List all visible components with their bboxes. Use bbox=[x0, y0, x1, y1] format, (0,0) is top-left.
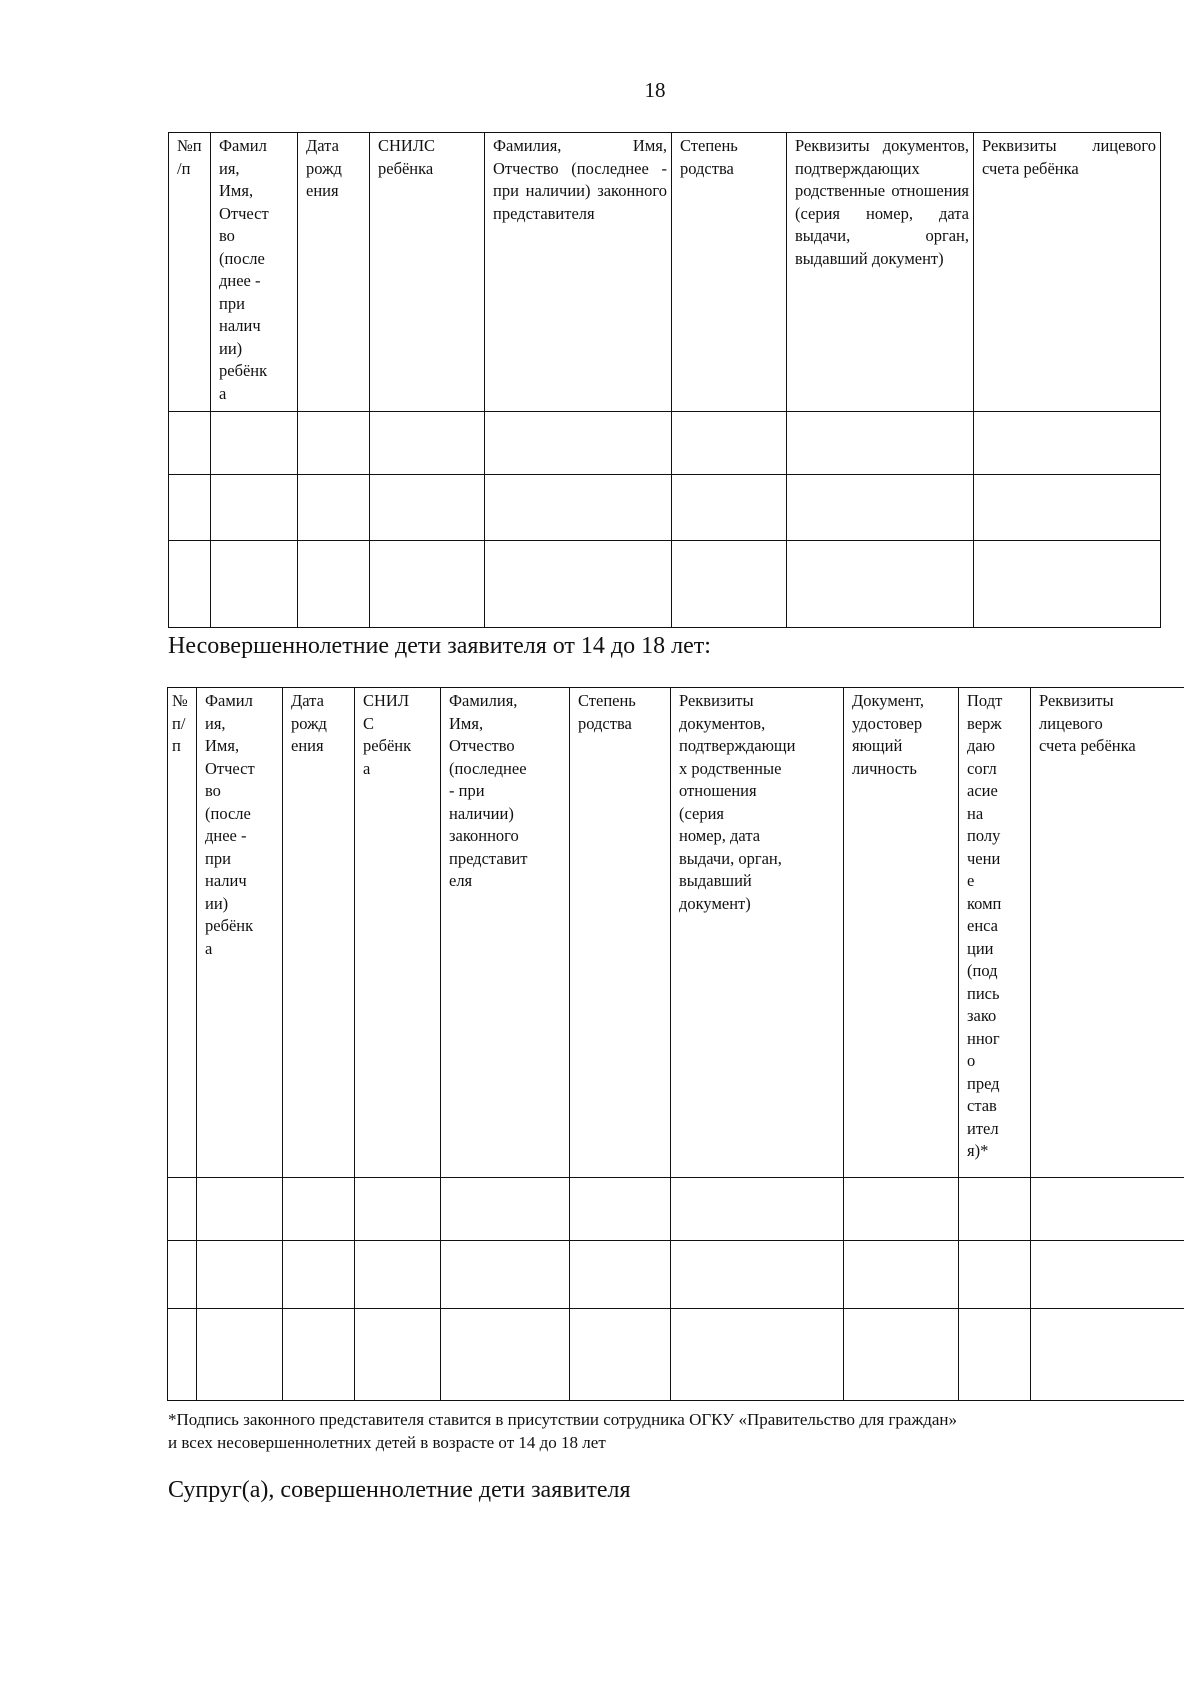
header-cell-consent: Подт верж даю согл асие на полу чени е комп енса ции (под пись зако нног о пред став ител я)* bbox=[959, 688, 1031, 1178]
table-cell[interactable] bbox=[974, 541, 1161, 628]
table-cell[interactable] bbox=[283, 1309, 355, 1401]
header-cell-snils: СНИЛС ребёнка bbox=[370, 133, 485, 412]
header-cell-relationship: Степень родства bbox=[570, 688, 671, 1178]
table-cell[interactable] bbox=[1031, 1241, 1184, 1309]
table-cell[interactable] bbox=[168, 1241, 197, 1309]
table-cell[interactable] bbox=[355, 1178, 441, 1241]
table-cell[interactable] bbox=[485, 475, 672, 541]
header-cell-representative: Фамилия, Имя, Отчество (последнее - при наличии) законного представителя bbox=[485, 133, 672, 412]
table-cell[interactable] bbox=[570, 1241, 671, 1309]
header-cell-relationship: Степень родства bbox=[672, 133, 787, 412]
table-cell[interactable] bbox=[974, 412, 1161, 475]
table-cell[interactable] bbox=[570, 1309, 671, 1401]
header-cell-snils: СНИЛ С ребёнк а bbox=[355, 688, 441, 1178]
table-cell[interactable] bbox=[1031, 1178, 1184, 1241]
table-row bbox=[169, 412, 1161, 475]
header-cell-identity-doc: Документ, удостовер яющий личность bbox=[844, 688, 959, 1178]
table-cell[interactable] bbox=[370, 412, 485, 475]
table-cell[interactable] bbox=[298, 541, 370, 628]
table-cell[interactable] bbox=[844, 1241, 959, 1309]
header-cell-number: № п/ п bbox=[168, 688, 197, 1178]
table-cell[interactable] bbox=[197, 1241, 283, 1309]
table-cell[interactable] bbox=[298, 412, 370, 475]
table-cell[interactable] bbox=[570, 1178, 671, 1241]
header-cell-birth-date: Дата рожд ения bbox=[298, 133, 370, 412]
table-cell[interactable] bbox=[844, 1309, 959, 1401]
table-cell[interactable] bbox=[355, 1241, 441, 1309]
table-row bbox=[168, 1309, 1184, 1401]
footnote-line: *Подпись законного представителя ставится в присутствии сотрудника ОГКУ «Правительство для граждан» bbox=[168, 1410, 958, 1429]
table-header-row bbox=[168, 688, 1184, 1178]
header-cell-child-name: Фамил ия, Имя, Отчест во (после днее - при налич ии) ребёнк а bbox=[197, 688, 283, 1178]
table-cell[interactable] bbox=[168, 1178, 197, 1241]
footnote bbox=[168, 1408, 1168, 1454]
table-cell[interactable] bbox=[441, 1178, 570, 1241]
table-cell[interactable] bbox=[441, 1309, 570, 1401]
table-cell[interactable] bbox=[169, 541, 211, 628]
table-cell[interactable] bbox=[671, 1178, 844, 1241]
table-cell[interactable] bbox=[787, 412, 974, 475]
table-cell[interactable] bbox=[672, 475, 787, 541]
header-cell-relationship-docs: Реквизиты документов, подтверждающих родственные отношения (серия номер, дата выдачи, орган, выдавший документ) bbox=[787, 133, 974, 412]
table-cell[interactable] bbox=[672, 412, 787, 475]
table-cell[interactable] bbox=[355, 1309, 441, 1401]
minors-table bbox=[167, 687, 1184, 1401]
table-cell[interactable] bbox=[370, 475, 485, 541]
table-cell[interactable] bbox=[168, 1309, 197, 1401]
header-cell-account: Реквизиты лицевого счета ребёнка bbox=[974, 133, 1161, 412]
table-cell[interactable] bbox=[959, 1309, 1031, 1401]
table-cell[interactable] bbox=[974, 475, 1161, 541]
header-cell-child-name: Фамил ия, Имя, Отчест во (после днее - при налич ии) ребёнк а bbox=[211, 133, 298, 412]
table-cell[interactable] bbox=[671, 1241, 844, 1309]
table-cell[interactable] bbox=[787, 475, 974, 541]
table-row bbox=[168, 1178, 1184, 1241]
table-cell[interactable] bbox=[441, 1241, 570, 1309]
table-cell[interactable] bbox=[197, 1309, 283, 1401]
table-row bbox=[168, 1241, 1184, 1309]
table-cell[interactable] bbox=[959, 1178, 1031, 1241]
table-cell[interactable] bbox=[959, 1241, 1031, 1309]
section-title-adults: Супруг(а), совершеннолетние дети заявителя bbox=[168, 1477, 631, 1503]
table-cell[interactable] bbox=[1031, 1309, 1184, 1401]
table-cell[interactable] bbox=[844, 1178, 959, 1241]
table-row bbox=[169, 475, 1161, 541]
header-cell-birth-date: Дата рожд ения bbox=[283, 688, 355, 1178]
header-cell-account: Реквизиты лицевого счета ребёнка bbox=[1031, 688, 1184, 1178]
children-table bbox=[168, 132, 1161, 628]
table-cell[interactable] bbox=[197, 1178, 283, 1241]
table-cell[interactable] bbox=[211, 475, 298, 541]
header-cell-relationship-docs: Реквизиты документов, подтверждающи х родственные отношения (серия номер, дата выдачи, орган, выдавший документ) bbox=[671, 688, 844, 1178]
header-cell-representative: Фамилия, Имя, Отчество (последнее - при наличии) законного представит еля bbox=[441, 688, 570, 1178]
table-cell[interactable] bbox=[672, 541, 787, 628]
header-cell-number: №п /п bbox=[169, 133, 211, 412]
table-cell[interactable] bbox=[169, 412, 211, 475]
table-cell[interactable] bbox=[169, 475, 211, 541]
page-number: 18 bbox=[644, 78, 666, 102]
table-cell[interactable] bbox=[787, 541, 974, 628]
table-cell[interactable] bbox=[283, 1241, 355, 1309]
table-cell[interactable] bbox=[298, 475, 370, 541]
table-header-row bbox=[169, 133, 1161, 412]
table-cell[interactable] bbox=[211, 412, 298, 475]
table-cell[interactable] bbox=[671, 1309, 844, 1401]
table-row bbox=[169, 541, 1161, 628]
section-title-minors: Несовершеннолетние дети заявителя от 14 до 18 лет: bbox=[168, 633, 711, 659]
table-cell[interactable] bbox=[211, 541, 298, 628]
footnote-line: и всех несовершеннолетних детей в возрасте от 14 до 18 лет bbox=[168, 1433, 606, 1452]
table-cell[interactable] bbox=[485, 541, 672, 628]
table-cell[interactable] bbox=[370, 541, 485, 628]
table-cell[interactable] bbox=[283, 1178, 355, 1241]
table-cell[interactable] bbox=[485, 412, 672, 475]
